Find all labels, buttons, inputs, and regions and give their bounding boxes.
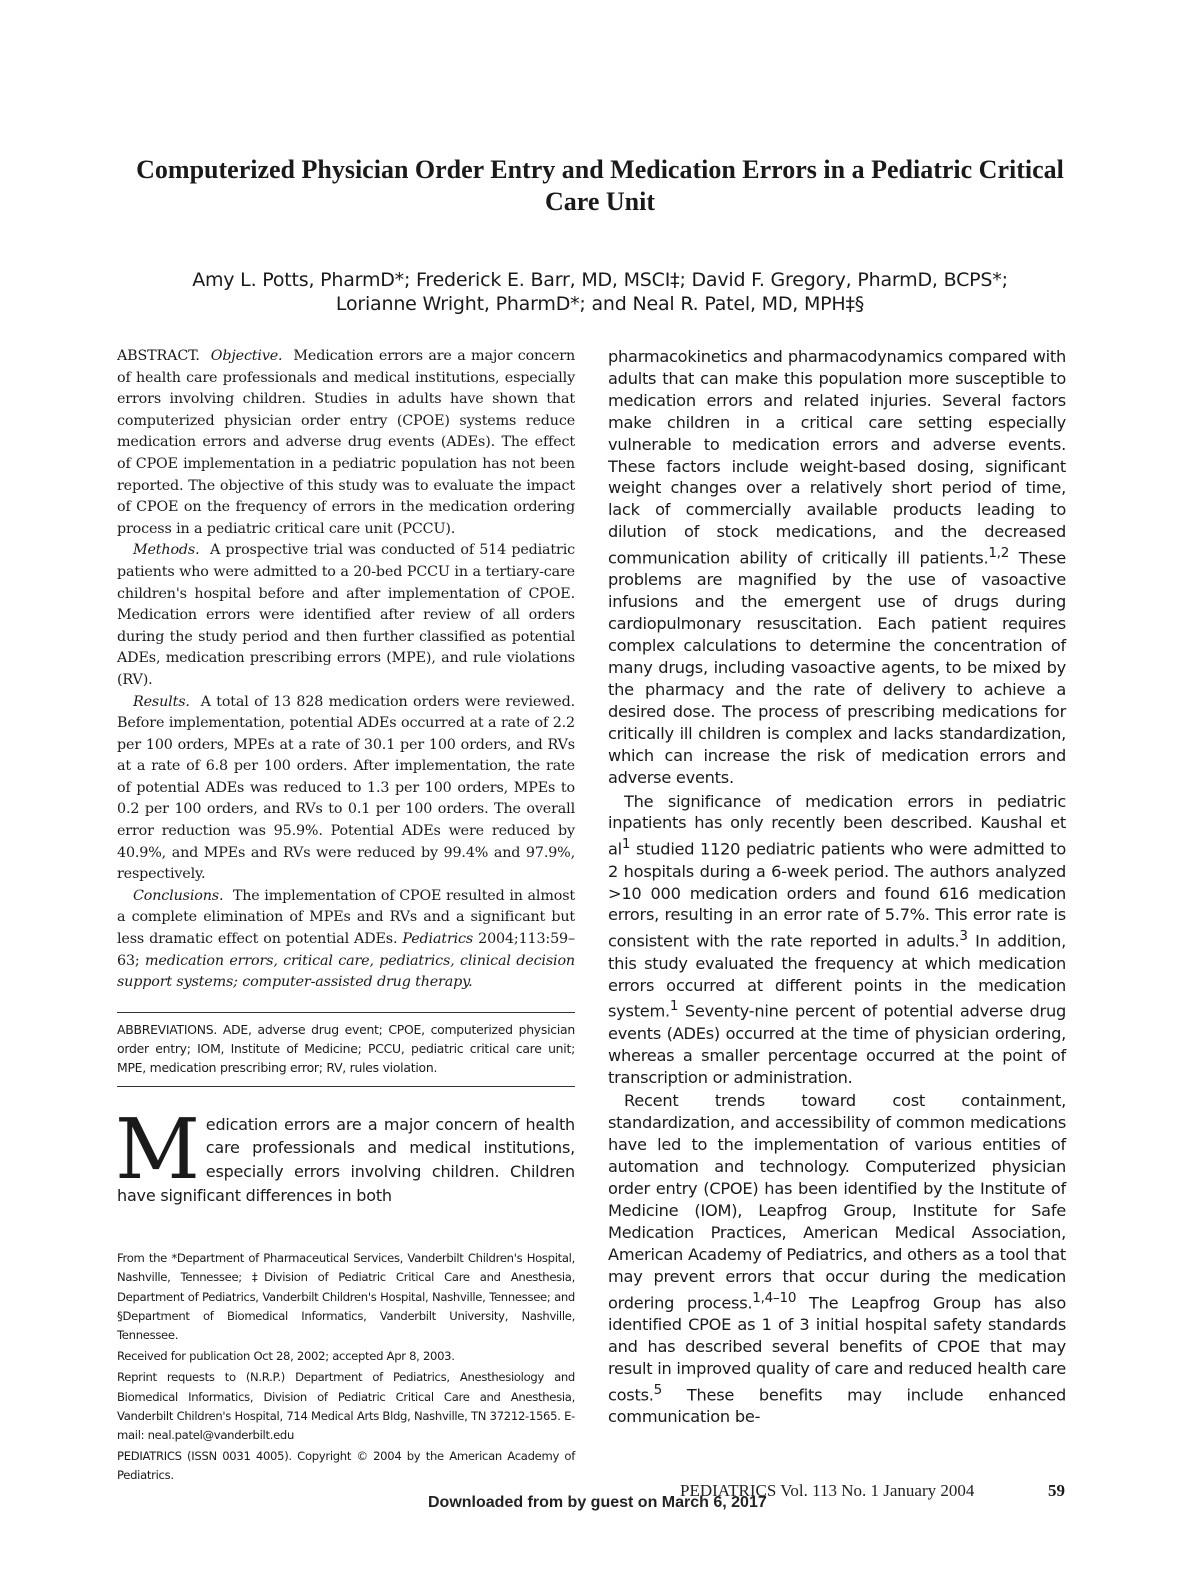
p2-text-b: studied 1120 pediatric patients who were admitted to 2 hospitals during a 6-week period. The authors analyzed >10 000 medication orders and found 616 medication errors, resulting in an error rate of 5.7%. This error rate is consistent with the rate reported in adults. bbox=[608, 839, 1066, 951]
authors-line-2: Lorianne Wright, PharmD*; and Neal R. Patel, MD, MPH‡§ bbox=[335, 293, 865, 315]
affiliation-from: From the *Department of Pharmaceutical Services, Vanderbilt Children's Hospital, Nashville, Tennessee; ‡Division of Pediatric Critical Care and Anesthesia, Department of Pediatrics, Vanderbilt Children's Hospital, Nashville, Tennessee; and §Department of Biomedical Informatics, Vanderbilt University, Nashville, Tennessee. bbox=[117, 1251, 575, 1342]
citation: 2004;113:59–63; bbox=[117, 931, 575, 969]
citation-sup: 1 bbox=[669, 998, 679, 1015]
download-notice: Downloaded from by guest on March 6, 2017 bbox=[428, 1494, 767, 1511]
abstract-conclusions bbox=[117, 886, 575, 994]
affiliations bbox=[117, 1249, 575, 1485]
objective-label: Objective. bbox=[210, 348, 283, 364]
p3-text-b: The Leapfrog Group has also identified CPOE as 1 of 3 initial hospital safety standards and has described several benefits of CPOE that may result in improved quality of care and reduced health care costs. bbox=[608, 1293, 1066, 1405]
objective-text: Medication errors are a major concern of health care professionals and medical institutions, especially errors involving children. Studies in adults have shown that computerized physician order entry (CPOE) systems reduce medication errors and adverse drug events (ADEs). The effect of CPOE implementation in a pediatric population has not been reported. The objective of this study was to evaluate the impact of CPOE on the frequency of errors in the medication ordering process in a pediatric critical care unit (PCCU). bbox=[117, 348, 576, 537]
abstract-methods bbox=[117, 540, 575, 691]
keywords: medication errors, critical care, pediatrics, clinical decision support systems; computer-assisted drug therapy. bbox=[117, 952, 575, 991]
body-paragraph-2 bbox=[608, 791, 1066, 1089]
citation-sup: 1,2 bbox=[988, 545, 1010, 562]
page-number: 59 bbox=[1048, 1481, 1065, 1500]
abbreviations-box: ABBREVIATIONS. ADE, adverse drug event; CPOE, computerized physician order entry; IOM, Institute of Medicine; PCCU, pediatric critical care unit; MPE, medication prescribing error; RV, rules violation. bbox=[117, 1012, 575, 1087]
citation-sup: 5 bbox=[653, 1381, 663, 1398]
abstract bbox=[117, 346, 575, 994]
results-text: A total of 13 828 medication orders were reviewed. Before implementation, potential ADEs occurred at a rate of 2.2 per 100 orders, MPEs at a rate of 30.1 per 100 orders, and RVs at a rate of 6.8 per 100 orders. After implementation, the rate of potential ADEs was reduced to 1.3 per 100 orders, MPEs to 0.2 per 100 orders, and RVs to 0.1 per 100 orders. The overall error reduction was 95.9%. Potential ADEs were reduced by 40.9%, and MPEs and RVs were reduced by 99.4% and 97.9%, respectively. bbox=[117, 693, 575, 883]
abstract-label: ABSTRACT. bbox=[117, 348, 200, 364]
p1-text-a: pharmacokinetics and pharmacodynamics compared with adults that can make this population more susceptible to medication errors and related injuries. Several factors make children in a critical care setting especially vulnerable to medication errors and adverse events. These factors include weight-based dosing, significant weight changes over a relatively short period of time, lack of commercially available products leading to dilution of stock medications, and the decreased communication ability of critically ill patients. bbox=[608, 347, 1066, 568]
citation-sup: 1 bbox=[621, 836, 631, 853]
intro-text: edication errors are a major concern of health care professionals and medical institutions, especially errors involving children. Children have significant differences in both bbox=[117, 1114, 575, 1205]
left-column bbox=[117, 346, 575, 1488]
drop-cap: M bbox=[115, 1100, 200, 1198]
right-column bbox=[608, 346, 1066, 1430]
introduction-paragraph bbox=[115, 1100, 575, 1207]
methods-label: Methods. bbox=[133, 542, 200, 559]
conclusions-text: The implementation of CPOE resulted in almost a complete elimination of MPEs and RVs and a significant but less dramatic effect on potential ADEs. bbox=[117, 887, 575, 948]
abstract-results bbox=[117, 692, 575, 886]
citation-sup: 1,4–10 bbox=[752, 1289, 797, 1306]
affiliation-copyright: PEDIATRICS (ISSN 0031 4005). Copyright © 2004 by the American Academy of Pediatrics. bbox=[117, 1449, 575, 1483]
body-paragraph-1 bbox=[608, 346, 1066, 789]
authors-line-1: Amy L. Potts, PharmD*; Frederick E. Barr, MD, MSCI‡; David F. Gregory, PharmD, BCPS*; bbox=[192, 269, 1008, 291]
p2-text-c: In addition, this study evaluated the frequency at which medication errors occurred at different points in the medication system. bbox=[608, 931, 1066, 1021]
affiliation-reprint: Reprint requests to (N.R.P.) Department of Pediatrics, Anesthesiology and Biomedical Informatics, Division of Pediatric Critical Care and Anesthesia, Vanderbilt Children's Hospital, 714 Medical Arts Bldg, Nashville, TN 37212-1565. E-mail: neal.patel@vanderbilt.edu bbox=[117, 1370, 575, 1443]
journal-footer: PEDIATRICS Vol. 113 No. 1 January 2004 bbox=[680, 1481, 975, 1500]
article-title: Computerized Physician Order Entry and Medication Errors in a Pediatric Critical Care Unit bbox=[136, 155, 1064, 216]
citation-journal: Pediatrics bbox=[402, 931, 474, 948]
p3-text-c: These benefits may include enhanced communication be- bbox=[608, 1385, 1066, 1426]
p3-text-a: Recent trends toward cost containment, standardization, and accessibility of common medications have led to the implementation of various entities of automation and technology. Computerized physician order entry (CPOE) has been identified by the Institute of Medicine (IOM), Leapfrog Group, Institute for Safe Medication Practices, American Medical Association, American Academy of Pediatrics, and others as a tool that may prevent errors that occur during the medication ordering process. bbox=[608, 1091, 1066, 1313]
abstract-objective bbox=[117, 346, 575, 540]
p1-text-b: These problems are magnified by the use of vasoactive infusions and the emergent use of drugs during cardiopulmonary resuscitation. Each patient requires complex calculations to determine the concentration of many drugs, including vasoactive agents, to be mixed by the pharmacy and the rate of delivery to achieve a desired dose. The process of prescribing medications for critically ill children is complex and lacks standardization, which can increase the risk of medication errors and adverse events. bbox=[608, 548, 1066, 787]
body-paragraph-3 bbox=[608, 1090, 1066, 1427]
conclusions-label: Conclusions. bbox=[133, 887, 224, 904]
methods-text: A prospective trial was conducted of 514 pediatric patients who were admitted to a 20-bed PCCU in a tertiary-care children's hospital before and after implementation of CPOE. Medication errors were identified after review of all orders during the study period and then further classified as potential ADEs, medication prescribing errors (MPE), and rule violations (RV). bbox=[117, 542, 575, 688]
affiliation-received: Received for publication Oct 28, 2002; accepted Apr 8, 2003. bbox=[117, 1349, 455, 1364]
author-list bbox=[120, 268, 1080, 316]
citation-sup: 3 bbox=[959, 928, 968, 945]
p2-text-d: Seventy-nine percent of potential adverse drug events (ADEs) occurred at the time of physician ordering, whereas a smaller percentage occurred at the point of transcription or administration. bbox=[608, 1001, 1066, 1087]
p2-text-a: The significance of medication errors in pediatric inpatients has only recently been described. Kaushal et al bbox=[608, 791, 1066, 859]
results-label: Results. bbox=[133, 693, 190, 710]
